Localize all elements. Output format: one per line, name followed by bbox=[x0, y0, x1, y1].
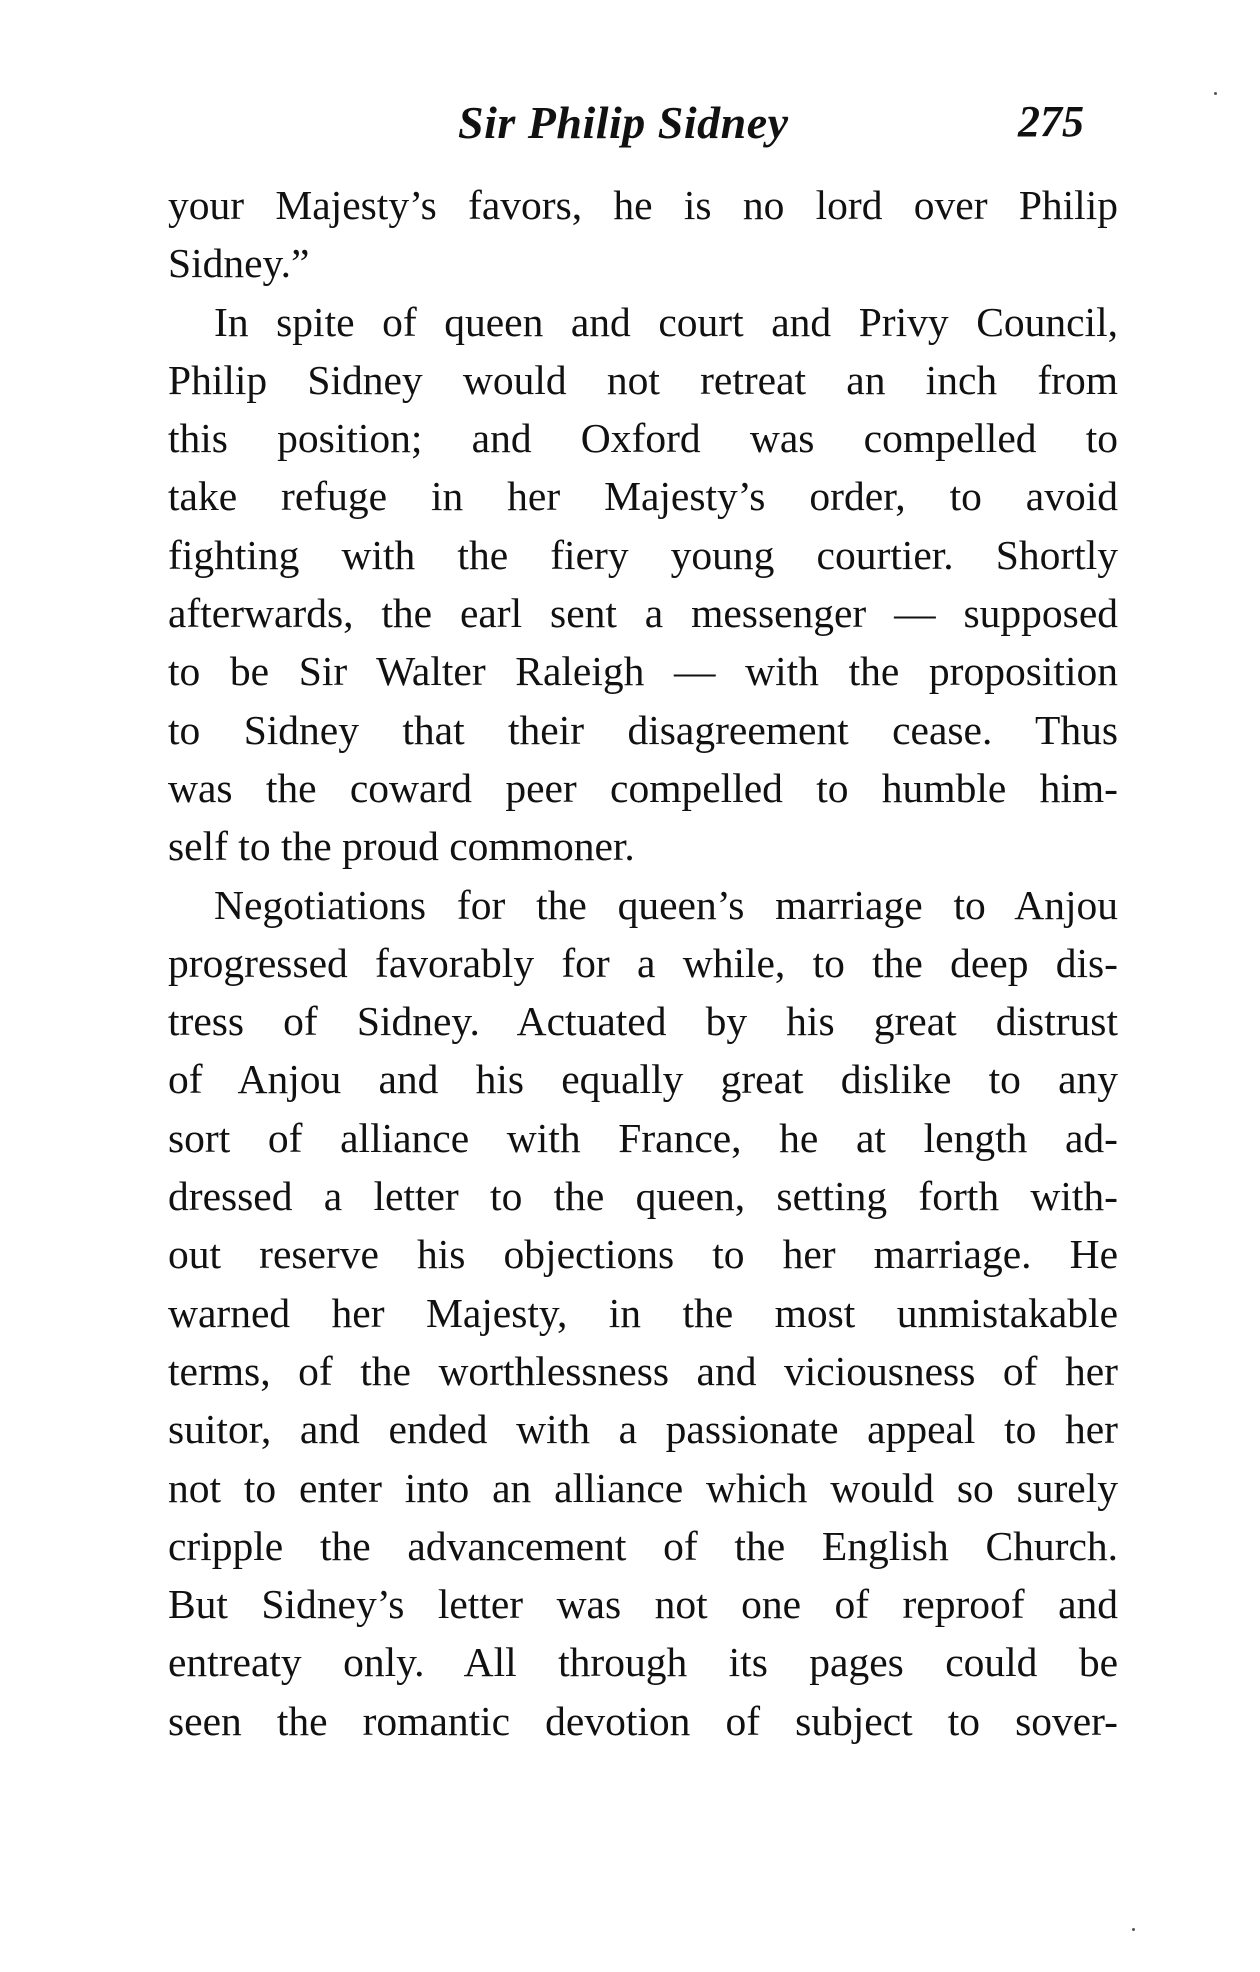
text-line: progressed favorably for a while, to the deep dis- bbox=[168, 939, 1118, 986]
text-line: Philip Sidney would not retreat an inch from bbox=[168, 356, 1118, 403]
text-line: this position; and Oxford was compelled to bbox=[168, 415, 1118, 462]
text-line: to Sidney that their disagreement cease. Thus bbox=[168, 706, 1118, 753]
page-number: 275 bbox=[1018, 97, 1084, 146]
scan-speck bbox=[1214, 92, 1217, 95]
text-line: entreaty only. All through its pages could be bbox=[168, 1639, 1118, 1686]
text-line: afterwards, the earl sent a messenger — supposed bbox=[168, 590, 1118, 637]
text-line: warned her Majesty, in the most unmistakable bbox=[168, 1289, 1118, 1336]
text-line: In spite of queen and court and Privy Council, bbox=[214, 298, 1118, 345]
text-line: self to the proud commoner. bbox=[168, 823, 635, 870]
text-line: sort of alliance with France, he at length ad- bbox=[168, 1114, 1118, 1161]
text-line: to be Sir Walter Raleigh — with the proposition bbox=[168, 648, 1118, 695]
text-line: Negotiations for the queen’s marriage to Anjou bbox=[214, 881, 1118, 928]
scan-speck bbox=[1132, 1928, 1135, 1931]
text-line: suitor, and ended with a passionate appeal to her bbox=[168, 1406, 1118, 1453]
text-line: tress of Sidney. Actuated by his great distrust bbox=[168, 998, 1118, 1045]
text-line: fighting with the fiery young courtier. Shortly bbox=[168, 531, 1118, 578]
text-line: terms, of the worthlessness and viciousness of her bbox=[168, 1347, 1118, 1394]
text-line: not to enter into an alliance which would so surely bbox=[168, 1464, 1118, 1511]
text-line: seen the romantic devotion of subject to sover- bbox=[168, 1697, 1118, 1744]
text-line: dressed a letter to the queen, setting forth with- bbox=[168, 1173, 1118, 1220]
text-line: cripple the advancement of the English Church. bbox=[168, 1522, 1118, 1569]
text-line: out reserve his objections to her marriage. He bbox=[168, 1231, 1118, 1278]
text-line: your Majesty’s favors, he is no lord over Philip bbox=[168, 182, 1118, 228]
text-line: But Sidney’s letter was not one of reproof and bbox=[168, 1581, 1118, 1628]
running-head bbox=[168, 96, 1128, 160]
body-text bbox=[168, 176, 1118, 1750]
text-line: take refuge in her Majesty’s order, to avoid bbox=[168, 473, 1118, 520]
text-line: Sidney.” bbox=[168, 240, 310, 287]
text-line: was the coward peer compelled to humble him- bbox=[168, 764, 1118, 811]
running-title: Sir Philip Sidney bbox=[458, 97, 789, 148]
text-line: of Anjou and his equally great dislike to any bbox=[168, 1056, 1118, 1103]
